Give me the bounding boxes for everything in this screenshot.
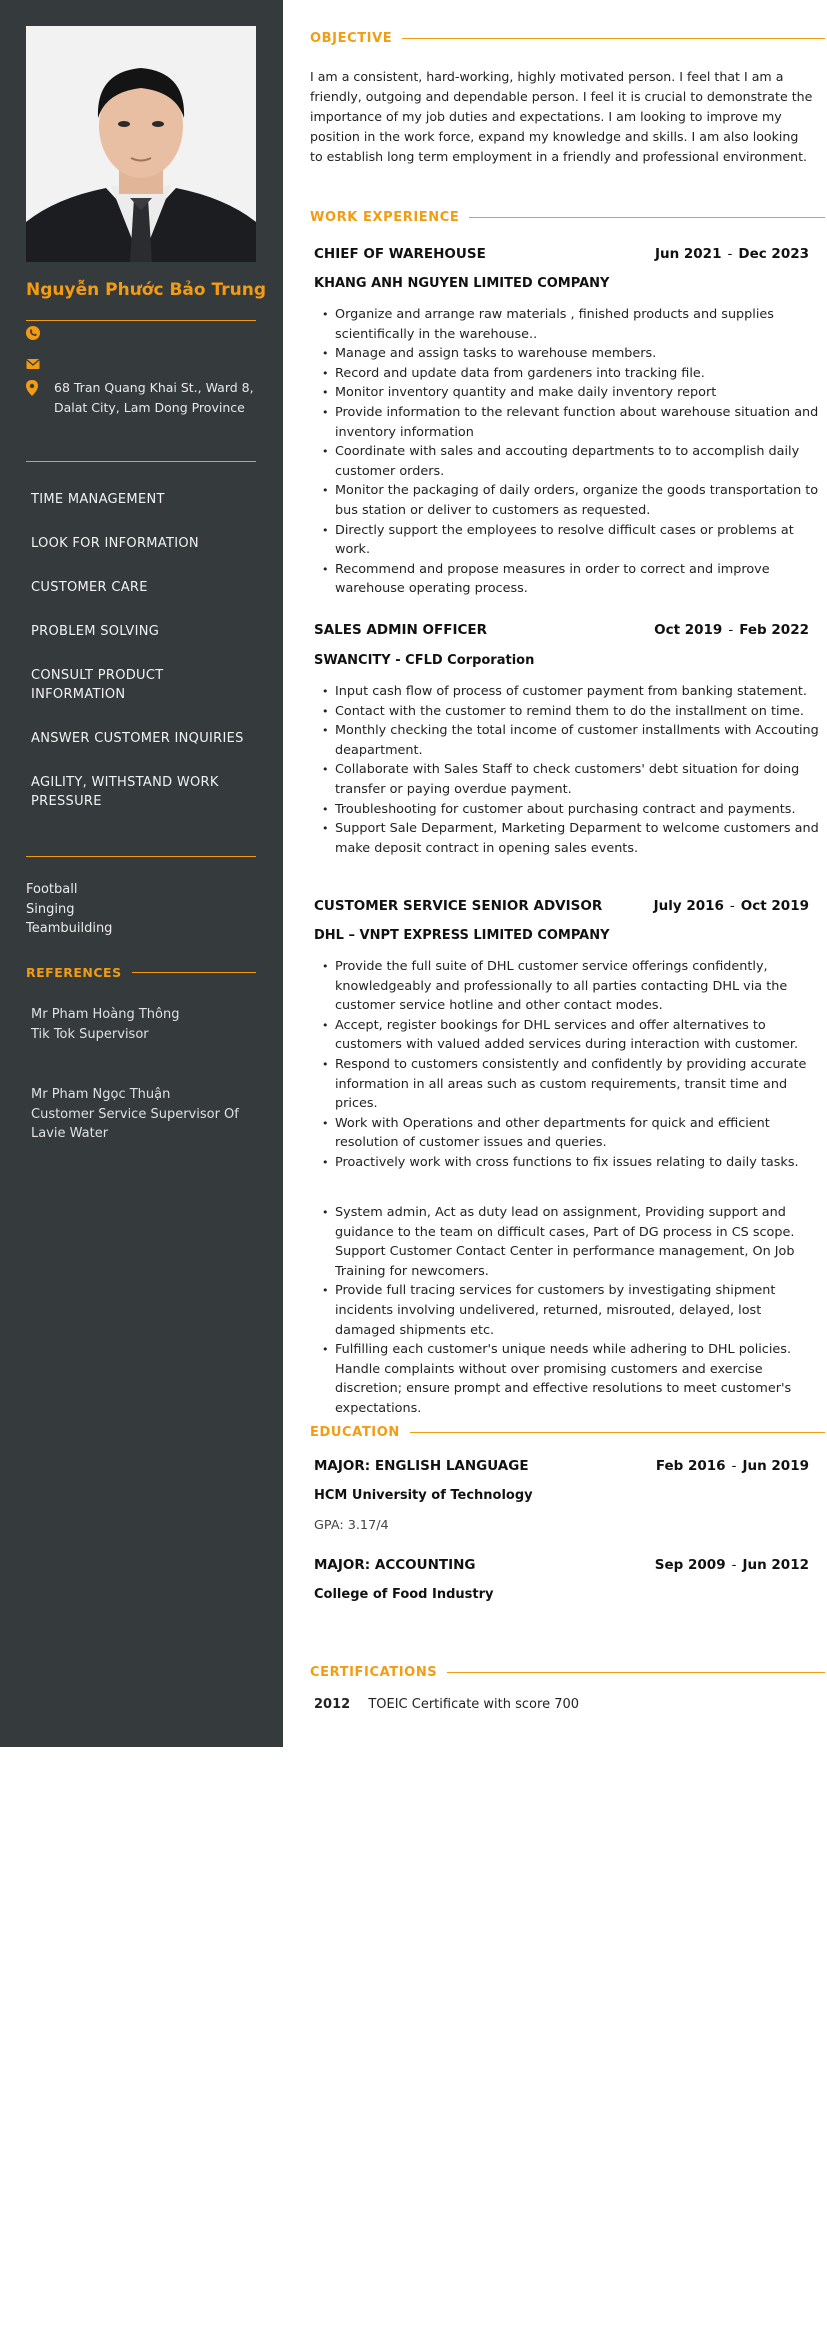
divider: [26, 856, 256, 857]
skill-item: AGILITY, WITHSTAND WORK PRESSURE: [31, 775, 219, 809]
job-duties: [316, 682, 821, 858]
divider: [26, 461, 256, 462]
education-end: Jun 2019: [742, 1458, 809, 1474]
candidate-name: Nguyễn Phước Bảo Trung: [26, 280, 266, 300]
skill-item: ANSWER CUSTOMER INQUIRIES: [31, 731, 244, 746]
job-end: Oct 2019: [740, 898, 809, 914]
education-school: HCM University of Technology: [314, 1488, 533, 1503]
objective-text: I am a consistent, hard-working, highly motivated person. I feel that I am a friendly, outgoing and dependable person. I feel it is crucial to demonstrate the importance of my job duties and expectations. I am looking to improve my position in the work force, expand my knowledge and skills. I am also looking to establish long term employment in a friendly and professional environment.: [310, 69, 813, 164]
education-dates: [656, 1458, 809, 1474]
job-position: CUSTOMER SERVICE SENIOR ADVISOR: [314, 898, 603, 914]
location-pin-icon: [26, 378, 54, 418]
duty-item: • Accept, register bookings for DHL services and offer alternatives to customers with valued added services during interaction with customer.: [316, 1016, 821, 1055]
duty-item: • Monitor inventory quantity and make daily inventory report: [316, 383, 821, 403]
education-title: EDUCATION: [310, 1425, 400, 1440]
phone-icon: [26, 324, 54, 346]
skill-item: PROBLEM SOLVING: [31, 624, 160, 639]
reference-role: Tik Tok Supervisor: [31, 1026, 149, 1042]
job-header: [314, 246, 809, 262]
job-duties: [316, 957, 821, 1173]
job-company: KHANG ANH NGUYEN LIMITED COMPANY: [314, 276, 610, 291]
duty-item: • Contact with the customer to remind them to do the installment on time.: [316, 702, 821, 722]
address-text: 68 Tran Quang Khai St., Ward 8, Dalat City, Lam Dong Province: [54, 380, 254, 415]
duty-item: • Fulfilling each customer's unique needs while adhering to DHL policies. Handle complaints without over promising customers and exercise discretion; ensure prompt and effective resolutions to meet customer's expectations.: [316, 1340, 821, 1418]
education-start: Feb 2016: [655, 1458, 726, 1474]
duty-item: • System admin, Act as duty lead on assignment, Providing support and guidance to the team on difficult cases, Part of DG process in CS scope. Support Customer Contact Center in performance management, On Job Training for newcomers.: [316, 1203, 821, 1281]
job-position: CHIEF OF WAREHOUSE: [314, 246, 486, 262]
heading-rule: [132, 972, 256, 973]
objective-title: OBJECTIVE: [310, 31, 393, 46]
skill-item: LOOK FOR INFORMATION: [31, 536, 199, 551]
education-end: Jun 2012: [742, 1557, 809, 1573]
heading-rule: [402, 38, 825, 39]
job-dates: [654, 898, 809, 914]
job-start: Oct 2019: [654, 622, 723, 638]
references-heading: [26, 965, 256, 980]
job-company: DHL – VNPT EXPRESS LIMITED COMPANY: [314, 928, 610, 943]
hobby-item: Teambuilding: [26, 921, 113, 936]
job-company: SWANCITY - CFLD Corporation: [314, 653, 535, 668]
job-end: Dec 2023: [738, 246, 809, 262]
hobby-item: Singing: [26, 901, 75, 917]
duty-item: • Input cash flow of process of customer payment from banking statement.: [316, 682, 821, 702]
duty-item: • Respond to customers consistently and confidently by providing accurate information in all areas such as custom requirements, transit time and prices.: [316, 1055, 821, 1114]
education-header: [314, 1557, 809, 1573]
objective-heading: [310, 31, 825, 46]
job-header: [314, 898, 809, 914]
job-start: Jun 2021: [654, 246, 722, 262]
duty-item: • Directly support the employees to resolve difficult cases or problems at work.: [316, 521, 821, 560]
heading-rule: [410, 1432, 825, 1433]
skills-list: [31, 490, 261, 836]
hobby-item: Football: [26, 882, 78, 897]
reference-item: [31, 1005, 256, 1044]
date-dash: -: [728, 622, 734, 638]
skill-item: TIME MANAGEMENT: [31, 492, 165, 507]
job-duties: [316, 305, 821, 599]
date-dash: -: [731, 1557, 737, 1573]
reference-role: Customer Service Supervisor Of Lavie Water: [31, 1106, 239, 1141]
education-start: Sep 2009: [654, 1557, 726, 1573]
reference-item: [31, 1085, 256, 1144]
education-heading: [310, 1425, 825, 1440]
profile-photo: [26, 26, 256, 262]
duty-item: • Support Sale Deparment, Marketing Deparment to welcome customers and make deposit contract in opening sales events.: [316, 819, 821, 858]
certification-item: [314, 1697, 579, 1712]
duty-item: • Provide information to the relevant function about warehouse situation and inventory information: [316, 403, 821, 442]
address-row: [26, 378, 262, 418]
reference-name: Mr Pham Ngọc Thuận: [31, 1087, 171, 1102]
work-experience-heading: [310, 210, 825, 225]
hobbies-list: [26, 880, 112, 939]
certifications-heading: [310, 1665, 825, 1680]
sidebar: [0, 0, 283, 1747]
duty-item: • Record and update data from gardeners into tracking file.: [316, 364, 821, 384]
education-header: [314, 1458, 809, 1474]
duty-item: • Provide the full suite of DHL customer service offerings confidently, knowledgeably and professionally to all parties contacting DHL via the customer service hotline and other contact modes.: [316, 957, 821, 1016]
certifications-title: CERTIFICATIONS: [310, 1665, 438, 1680]
heading-rule: [447, 1672, 825, 1673]
job-start: July 2016: [653, 898, 724, 914]
job-header: [314, 622, 809, 638]
duty-item: • Troubleshooting for customer about purchasing contract and payments.: [316, 800, 821, 820]
divider: [26, 320, 256, 321]
job-end: Feb 2022: [739, 622, 809, 638]
duty-item: • Coordinate with sales and accouting departments to to accomplish daily customer orders.: [316, 442, 821, 481]
date-dash: -: [729, 898, 735, 914]
duty-item: • Recommend and propose measures in order to correct and improve warehouse operating process.: [316, 560, 821, 599]
heading-rule: [469, 217, 825, 218]
education-dates: [655, 1557, 809, 1573]
skill-item: CUSTOMER CARE: [31, 580, 148, 595]
phone-row: [26, 324, 262, 346]
email-icon: [26, 354, 54, 376]
duty-item: • Provide full tracing services for customers by investigating shipment incidents involving undelivered, returned, misrouted, delayed, lost damaged shipments etc.: [316, 1281, 821, 1340]
duty-item: • Monitor the packaging of daily orders, organize the goods transportation to bus station or deliver to customers as requested.: [316, 481, 821, 520]
email-row: [26, 354, 262, 376]
skill-item: CONSULT PRODUCT INFORMATION: [31, 668, 164, 702]
date-dash: -: [731, 1458, 737, 1474]
education-major: MAJOR: ENGLISH LANGUAGE: [314, 1458, 529, 1474]
references-title: REFERENCES: [26, 965, 122, 980]
duty-item: • Manage and assign tasks to warehouse members.: [316, 344, 821, 364]
duty-item: • Work with Operations and other departments for quick and efficient resolution of customer issues and queries.: [316, 1114, 821, 1153]
education-gpa: GPA: 3.17/4: [314, 1518, 389, 1533]
job-dates: [654, 622, 809, 638]
certification-year: 2012: [314, 1697, 351, 1712]
job-duties: [316, 1203, 821, 1419]
duty-item: • Organize and arrange raw materials , finished products and supplies scientifically in the warehouse..: [316, 305, 821, 344]
work-experience-title: WORK EXPERIENCE: [310, 210, 460, 225]
duty-item: • Monthly checking the total income of customer installments with Accouting deapartment.: [316, 721, 821, 760]
certification-name: TOEIC Certificate with score 700: [368, 1697, 580, 1712]
job-position: SALES ADMIN OFFICER: [314, 622, 487, 638]
job-dates: [655, 246, 809, 262]
date-dash: -: [727, 246, 733, 262]
duty-item: • Proactively work with cross functions to fix issues relating to daily tasks.: [316, 1153, 821, 1173]
education-school: College of Food Industry: [314, 1587, 494, 1602]
reference-name: Mr Pham Hoàng Thông: [31, 1007, 180, 1022]
education-major: MAJOR: ACCOUNTING: [314, 1557, 476, 1573]
duty-item: • Collaborate with Sales Staff to check customers' debt situation for doing transfer or paying overdue payment.: [316, 760, 821, 799]
